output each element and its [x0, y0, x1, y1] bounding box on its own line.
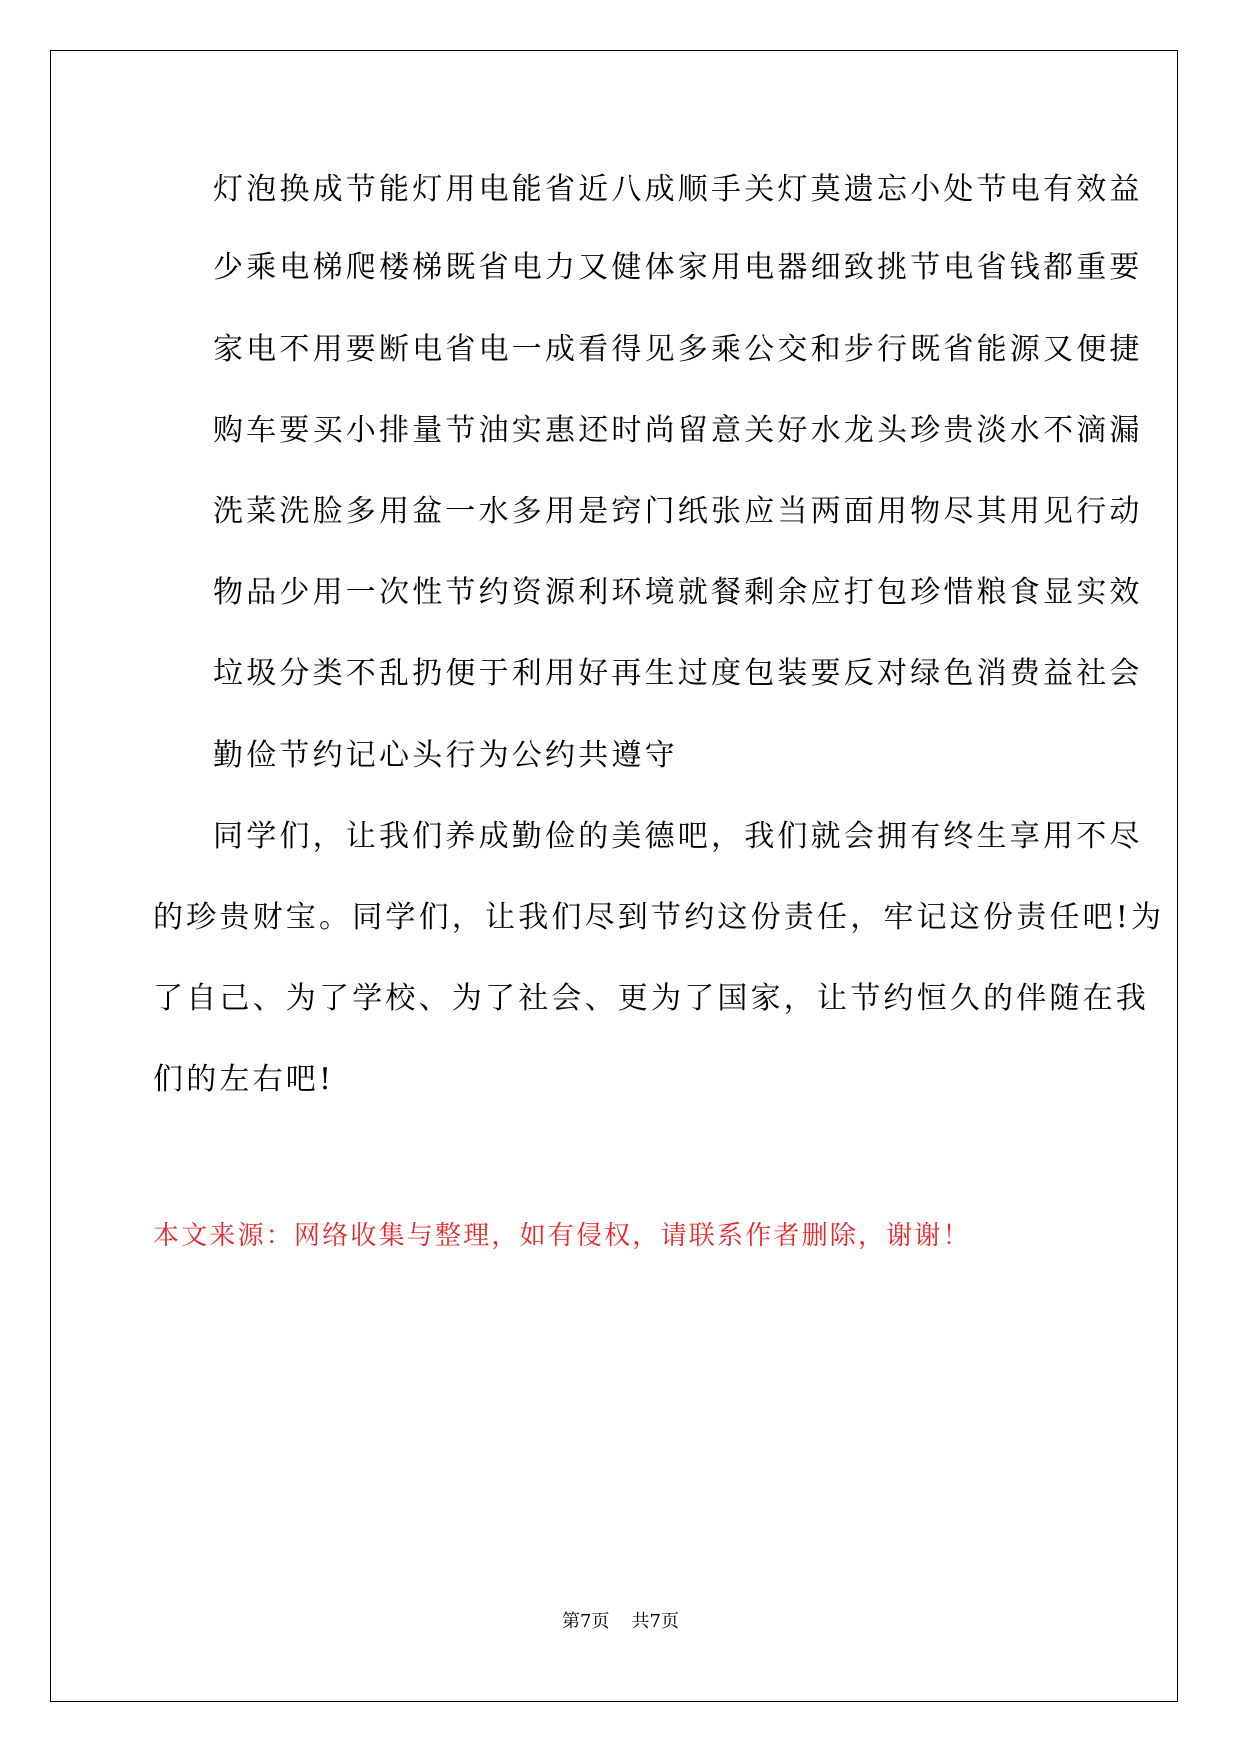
verse-line-4: 购车要买小排量节油实惠还时尚留意关好水龙头珍贵淡水不滴漏 [213, 413, 1143, 448]
verse-line-8: 勤俭节约记心头行为公约共遵守 [213, 738, 678, 773]
verse-line-6: 物品少用一次性节约资源利环境就餐剩余应打包珍惜粮食显实效 [213, 575, 1143, 610]
page-border [50, 50, 1178, 1702]
page-footer [0, 1610, 1241, 1634]
page-number: 第7页 [562, 1611, 610, 1632]
verse-line-1: 灯泡换成节能灯用电能省近八成顺手关灯莫遗忘小处节电有效益 [213, 172, 1143, 207]
closing-paragraph-line-1: 同学们，让我们养成勤俭的美德吧，我们就会拥有终生享用不尽 [213, 819, 1143, 854]
closing-paragraph-line-3: 了自己、为了学校、为了社会、更为了国家，让节约恒久的伴随在我 [153, 981, 1149, 1016]
source-note: 本文来源：网络收集与整理，如有侵权，请联系作者删除，谢谢！ [153, 1221, 971, 1251]
page-total: 共7页 [631, 1611, 679, 1632]
verse-line-2: 少乘电梯爬楼梯既省电力又健体家用电器细致挑节电省钱都重要 [213, 250, 1143, 285]
verse-line-5: 洗菜洗脸多用盆一水多用是窍门纸张应当两面用物尽其用见行动 [213, 494, 1143, 529]
verse-line-3: 家电不用要断电省电一成看得见多乘公交和步行既省能源又便捷 [213, 332, 1143, 367]
closing-paragraph-line-4: 们的左右吧! [153, 1062, 335, 1097]
closing-paragraph-line-2: 的珍贵财宝。同学们，让我们尽到节约这份责任，牢记这份责任吧!为 [153, 900, 1165, 935]
verse-line-7: 垃圾分类不乱扔便于利用好再生过度包装要反对绿色消费益社会 [213, 656, 1143, 691]
